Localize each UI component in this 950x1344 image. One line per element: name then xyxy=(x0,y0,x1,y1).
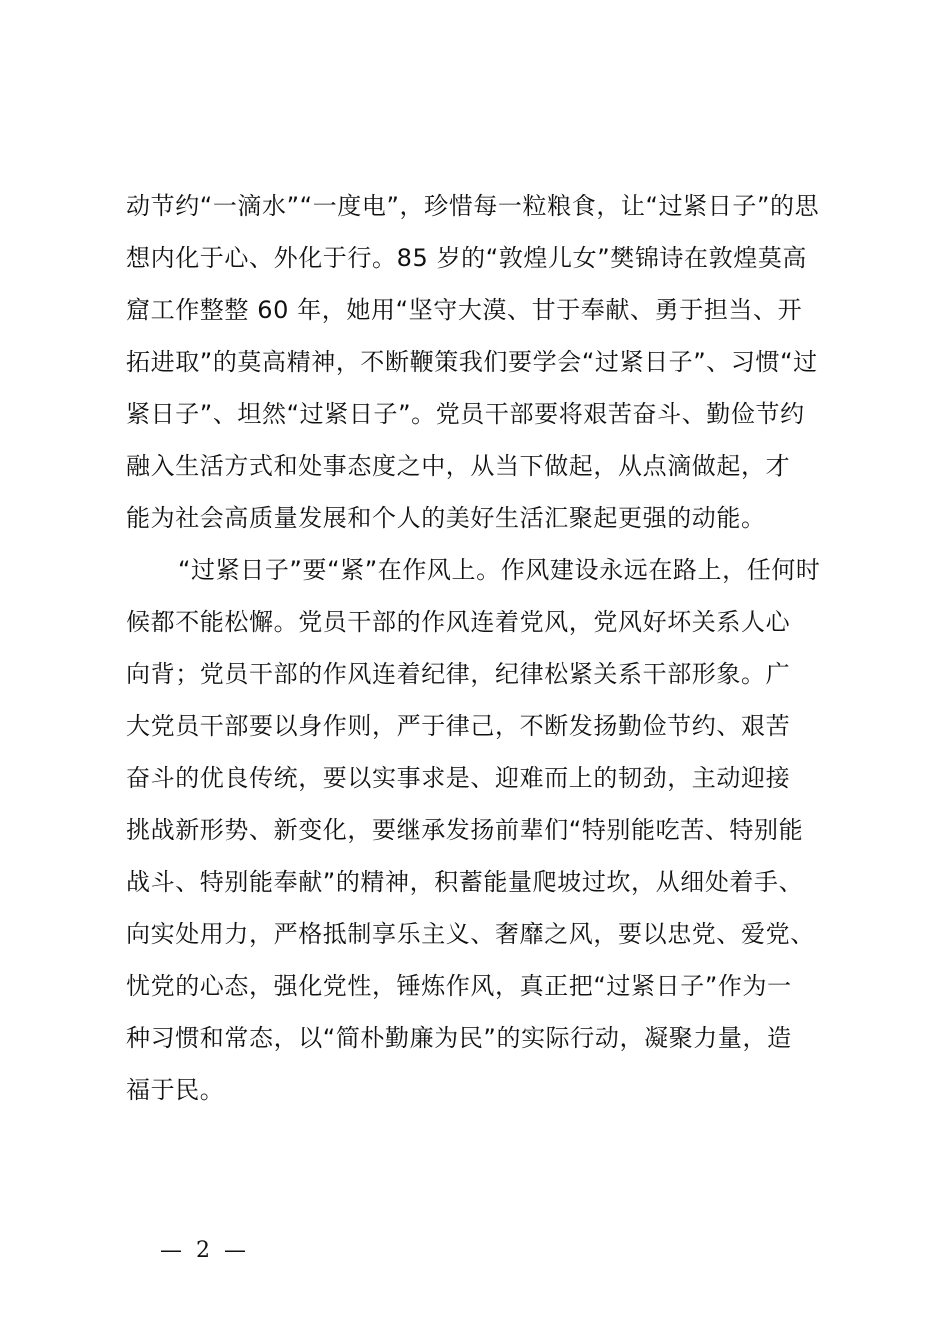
footer-dash-left: — xyxy=(160,1238,182,1263)
text-line: 紧日子”、坦然“过紧日子”。党员干部要将艰苦奋斗、勤俭节约 xyxy=(126,400,805,428)
text-line: 能为社会高质量发展和个人的美好生活汇聚起更强的动能。 xyxy=(126,504,766,532)
text-line: 想内化于心、外化于行。85 岁的“敦煌儿女”樊锦诗在敦煌莫高 xyxy=(126,244,808,272)
footer-dash-right: — xyxy=(224,1238,246,1263)
text-line: 福于民。 xyxy=(126,1076,225,1104)
text-line: 融入生活方式和处事态度之中，从当下做起，从点滴做起，才 xyxy=(126,452,791,480)
page-number: 2 xyxy=(196,1238,210,1263)
text-line: 大党员干部要以身作则，严于律己，不断发扬勤俭节约、艰苦 xyxy=(126,712,791,740)
text-line: 候都不能松懈。党员干部的作风连着党风，党风好坏关系人心 xyxy=(126,608,791,636)
text-line: 窟工作整整 60 年，她用“坚守大漠、甘于奉献、勇于担当、开 xyxy=(126,296,803,324)
text-line: 奋斗的优良传统，要以实事求是、迎难而上的韧劲，主动迎接 xyxy=(126,764,791,792)
text-line: 忧党的心态，强化党性，锤炼作风，真正把“过紧日子”作为一 xyxy=(126,972,792,1000)
page-number-footer xyxy=(160,1236,246,1266)
paragraph-first-line: “过紧日子”要“紧”在作风上。作风建设永远在路上，任何时 xyxy=(178,556,821,584)
text-line: 挑战新形势、新变化，要继承发扬前辈们“特别能吃苦、特别能 xyxy=(126,816,804,844)
text-line: 动节约“一滴水”“一度电”，珍惜每一粒粮食，让“过紧日子”的思 xyxy=(126,192,820,220)
text-line: 向背；党员干部的作风连着纪律，纪律松紧关系干部形象。广 xyxy=(126,660,791,688)
text-line: 种习惯和常态，以“简朴勤廉为民”的实际行动，凝聚力量，造 xyxy=(126,1024,792,1052)
text-line: 战斗、特别能奉献”的精神，积蓄能量爬坡过坎，从细处着手、 xyxy=(126,868,804,896)
text-line: 向实处用力，严格抵制享乐主义、奢靡之风，要以忠党、爱党、 xyxy=(126,920,815,948)
text-line: 拓进取”的莫高精神，不断鞭策我们要学会“过紧日子”、习惯“过 xyxy=(126,348,818,376)
